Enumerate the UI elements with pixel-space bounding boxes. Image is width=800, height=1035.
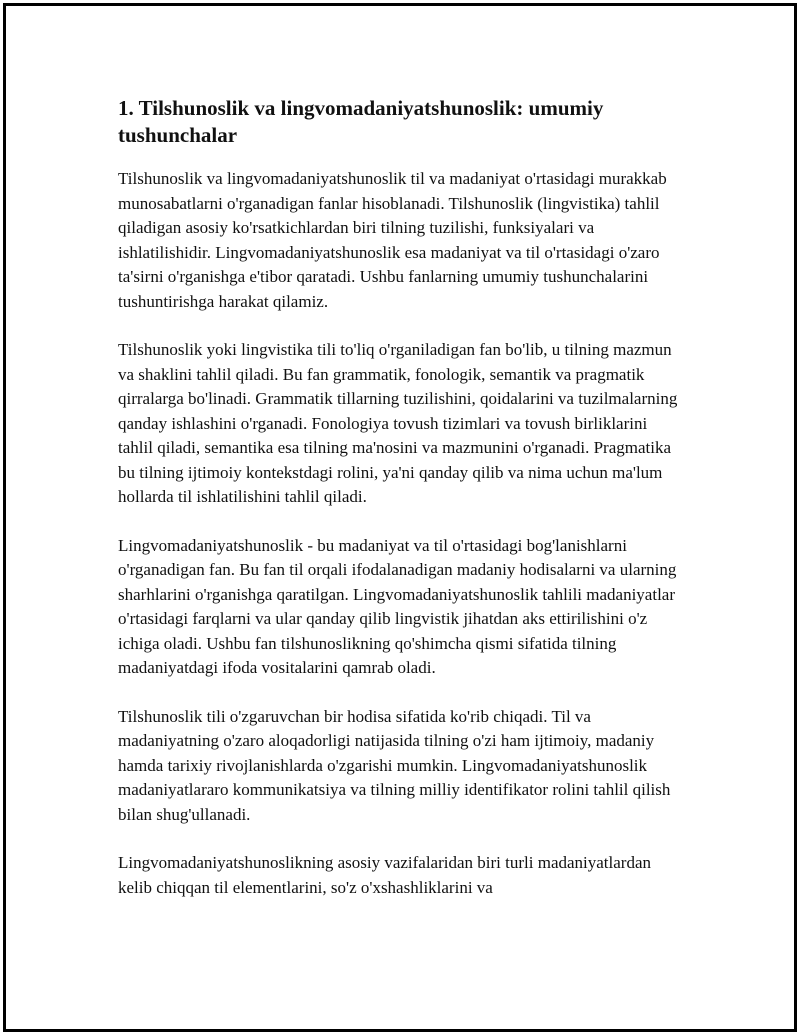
paragraph-1: Tilshunoslik va lingvomadaniyatshunoslik til va madaniyat o'rtasidagi murakkab munosabatlarni o'rganadigan fanlar hisoblanadi. Tilshunoslik (lingvistika) tahlil qiladigan asosiy ko'rsatkichlardan biri tilning tuzilishi, funksiyalari va ishlatilishidir. Lingvomadaniyatshunoslik esa madaniyat va til o'rtasidagi o'zaro ta'sirni o'rganishga e'tibor qaratadi. Ushbu fanlarning umumiy tushunchalarini tushuntirishga harakat qilamiz. <box>118 169 667 311</box>
paragraph-2: Tilshunoslik yoki lingvistika tili to'liq o'rganiladigan fan bo'lib, u tilning mazmun va shaklini tahlil qiladi. Bu fan grammatik, fonologik, semantik va pragmatik qirralarga bo'linadi. Grammatik tillarning tuzilishini, qoidalarini va tuzilmalarning qanday ishlashini o'rganadi. Fonologiya tovush tizimlari va tovush birliklarini tahlil qiladi, semantika esa tilning ma'nosini va mazmunini o'rganadi. Pragmatika bu tilning ijtimoiy kontekstdagi rolini, ya'ni qanday qilib va nima uchun ma'lum hollarda til ishlatilishini tahlil qiladi. <box>118 340 678 506</box>
paragraph-4: Tilshunoslik tili o'zgaruvchan bir hodisa sifatida ko'rib chiqadi. Til va madaniyatning o'zaro aloqadorligi natijasida tilning o'zi ham ijtimoiy, madaniy hamda tarixiy rivojlanishlarda o'zgarishi mumkin. Lingvomadaniyatshunoslik madaniyatlararo kommunikatsiya va tilning milliy identifikator rolini tahlil qilish bilan shug'ullanadi. <box>118 706 671 824</box>
paragraph-3: Lingvomadaniyatshunoslik - bu madaniyat va til o'rtasidagi bog'lanishlarni o'rganadigan fan. Bu fan til orqali ifodalanadigan madaniy hodisalarni va ularning sharhlarini o'rganishga qaratilgan. Lingvomadaniyatshunoslik tahlili madaniyatlar o'rtasidagi farqlarni va ular qanday qilib lingvistik jihatdan aks ettirilishini o'z ichiga oladi. Ushbu fan tilshunoslikning qo'shimcha qismi sifatida tilning madaniyatdagi ifoda vositalarini qamrab oladi. <box>118 535 677 677</box>
section-heading: 1. Tilshunoslik va lingvomadaniyatshunoslik: umumiy tushunchalar <box>118 96 604 147</box>
document-body <box>118 95 678 924</box>
paragraph-5: Lingvomadaniyatshunoslikning asosiy vazifalaridan biri turli madaniyatlardan kelib chiqqan til elementlarini, so'z o'xshashliklarini va <box>118 853 652 897</box>
